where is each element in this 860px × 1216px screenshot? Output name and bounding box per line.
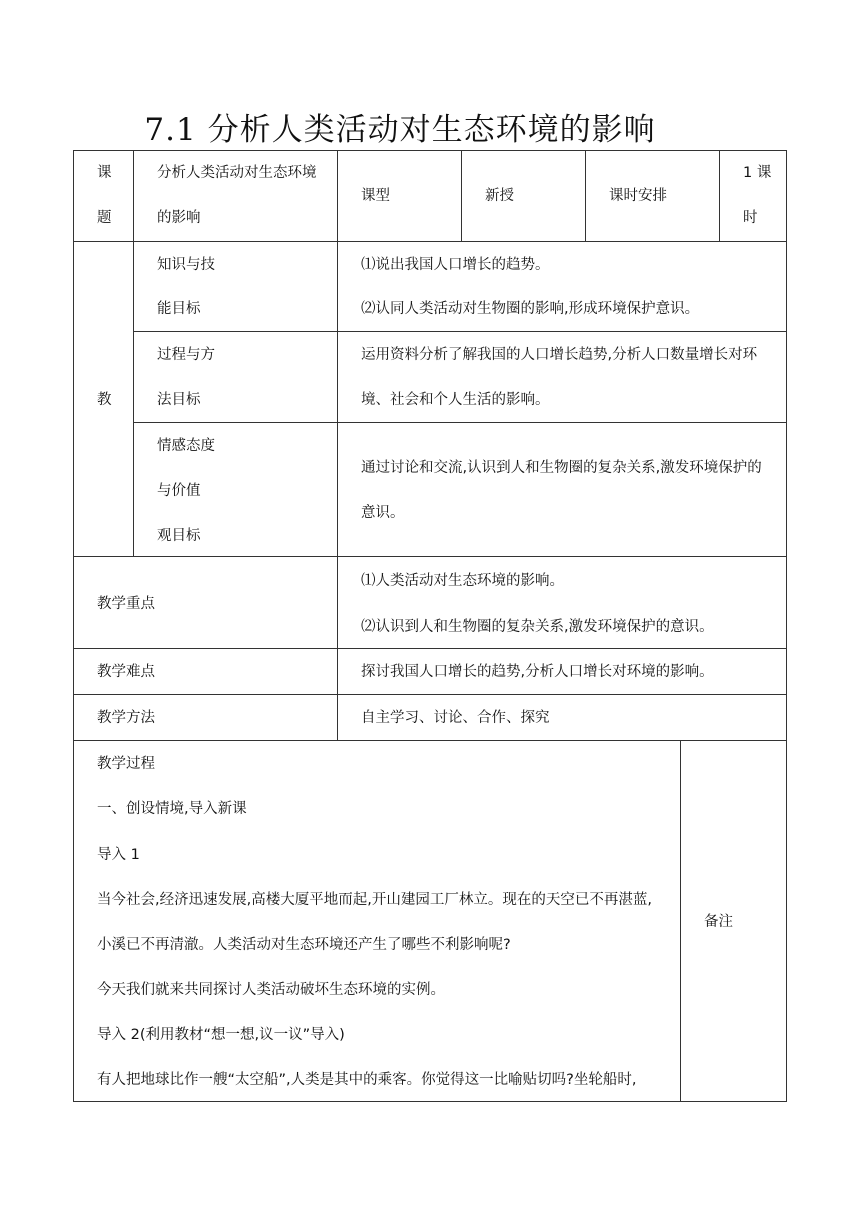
process-heading: 教学过程: [97, 756, 155, 772]
process-objective-text: 运用资料分析了解我国的人口增长趋势,分析人口数量增长对环: [361, 347, 758, 363]
course-label: 课: [97, 165, 112, 181]
intro-1-text: 小溪已不再清澈。人类活动对生态环境还产生了哪些不利影响呢?: [97, 937, 511, 953]
intro-2-title: 导入 2(利用教材“想一想,议一议”导入): [97, 1027, 345, 1043]
table-border: [786, 150, 787, 1102]
course-value: 分析人类活动对生态环境: [157, 165, 317, 181]
process-objective-text: 境、社会和个人生活的影响。: [361, 392, 550, 408]
course-value: 的影响: [157, 210, 201, 226]
type-label: 课型: [361, 188, 390, 204]
methods-label: 教学方法: [97, 710, 155, 726]
intro-1-title: 导入 1: [97, 847, 140, 863]
type-value: 新授: [485, 188, 514, 204]
process-objective-label: 过程与方: [157, 347, 215, 363]
table-border: [133, 331, 787, 332]
table-border: [73, 1101, 787, 1102]
difficulties-label: 教学难点: [97, 664, 155, 680]
hours-value: 时: [743, 210, 758, 226]
hours-value: 1 课: [743, 165, 772, 181]
table-border: [680, 740, 681, 1101]
methods-text: 自主学习、讨论、合作、探究: [361, 710, 550, 726]
knowledge-objective-text: ⑵认同人类活动对生物圈的影响,形成环境保护意识。: [361, 301, 700, 317]
emotion-objective-label: 情感态度: [157, 438, 215, 454]
objectives-group-label: 教: [97, 392, 112, 408]
table-border: [133, 422, 787, 423]
document-title: 7.1 分析人类活动对生态环境的影响: [144, 112, 656, 148]
intro-2-text: 有人把地球比作一艘“太空船”,人类是其中的乘客。你觉得这一比喻贴切吗?坐轮船时,: [97, 1072, 637, 1088]
knowledge-objective-text: ⑴说出我国人口增长的趋势。: [361, 257, 550, 273]
table-border: [73, 648, 787, 649]
table-border: [73, 150, 74, 1102]
intro-1-text: 当今社会,经济迅速发展,高楼大厦平地而起,开山建园工厂林立。现在的天空已不再湛蓝,: [97, 892, 652, 908]
key-points-text: ⑵认识到人和生物圈的复杂关系,激发环境保护的意识。: [361, 619, 714, 635]
table-border: [73, 241, 787, 242]
difficulties-text: 探讨我国人口增长的趋势,分析人口增长对环境的影响。: [361, 664, 714, 680]
emotion-objective-label: 观目标: [157, 528, 201, 544]
table-border: [73, 556, 787, 557]
knowledge-objective-label: 知识与技: [157, 257, 215, 273]
intro-1-text: 今天我们就来共同探讨人类活动破坏生态环境的实例。: [97, 982, 445, 998]
table-border: [73, 150, 787, 151]
table-border: [337, 150, 338, 740]
table-border: [73, 694, 787, 695]
key-points-label: 教学重点: [97, 596, 155, 612]
table-border: [585, 150, 586, 241]
emotion-objective-text: 通过讨论和交流,认识到人和生物圈的复杂关系,激发环境保护的: [361, 460, 762, 476]
notes-label: 备注: [704, 914, 733, 930]
emotion-objective-text: 意识。: [361, 505, 405, 521]
table-border: [719, 150, 720, 241]
table-border: [461, 150, 462, 241]
emotion-objective-label: 与价值: [157, 483, 201, 499]
hours-label: 课时安排: [609, 188, 667, 204]
course-label: 题: [97, 210, 112, 226]
process-objective-label: 法目标: [157, 392, 201, 408]
table-border: [133, 150, 134, 556]
key-points-text: ⑴人类活动对生态环境的影响。: [361, 573, 564, 589]
knowledge-objective-label: 能目标: [157, 301, 201, 317]
process-section-title: 一、创设情境,导入新课: [97, 801, 247, 817]
